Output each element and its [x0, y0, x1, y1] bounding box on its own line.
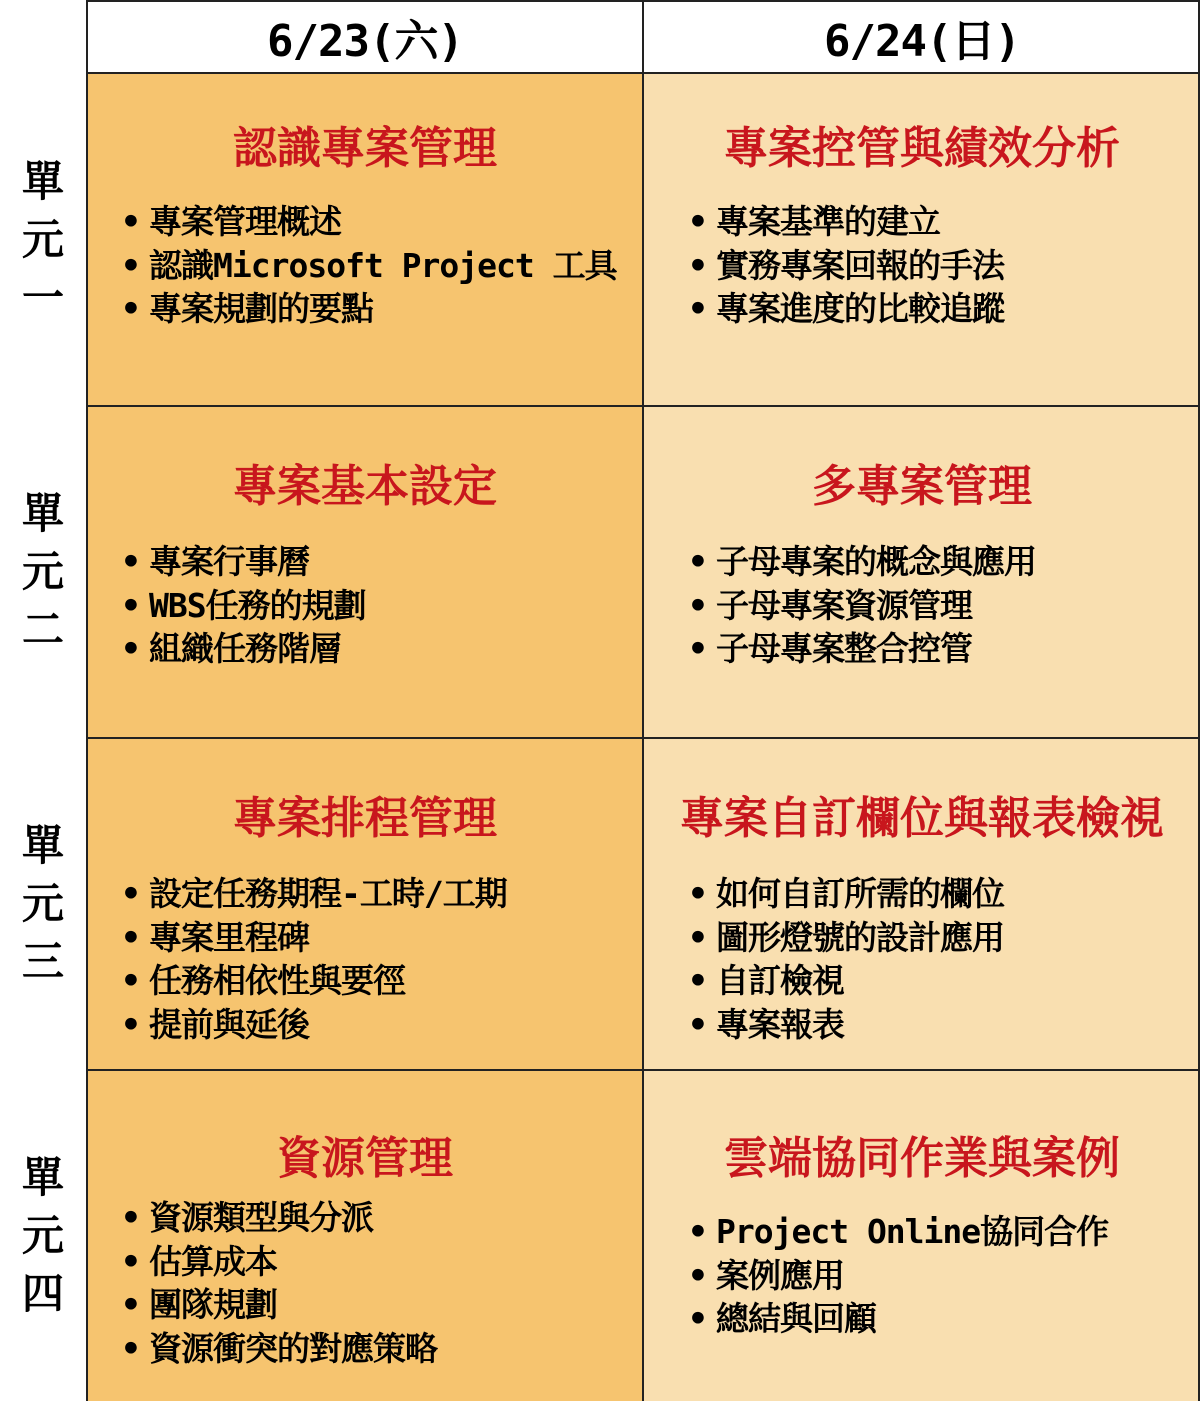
cell-title: 多專案管理 — [812, 461, 1032, 512]
header-sat: 6/23(六) — [267, 15, 463, 67]
list-item — [688, 1003, 1004, 1047]
list-item — [688, 1254, 1108, 1298]
bullet-dot: • — [121, 1285, 140, 1324]
list-item — [121, 200, 617, 244]
bullet-dot: • — [688, 1004, 707, 1044]
bullet-list — [121, 200, 617, 331]
list-item — [121, 244, 617, 288]
cell-title: 雲端協同作業與案例 — [724, 1133, 1120, 1184]
list-item-text: 專案進度的比較追蹤 — [716, 289, 1004, 328]
list-item — [121, 1327, 437, 1371]
list-item — [688, 627, 1036, 671]
list-item-text: 如何自訂所需的欄位 — [716, 874, 1004, 913]
bullet-dot: • — [121, 917, 140, 957]
list-item-text: 設定任務期程-工時/工期 — [149, 874, 507, 913]
unit-label-char: 元 — [21, 1210, 64, 1260]
grid-line — [86, 0, 88, 1401]
bullet-dot: • — [121, 1198, 140, 1237]
list-item — [121, 287, 617, 331]
bullet-dot: • — [688, 874, 707, 913]
list-item — [121, 1283, 437, 1327]
list-item-text: 估算成本 — [149, 1241, 277, 1281]
cell-title: 資源管理 — [277, 1133, 453, 1184]
unit-label — [0, 73, 86, 406]
list-item — [688, 540, 1036, 584]
unit-label-char: 單 — [21, 489, 64, 538]
bullet-dot: • — [688, 202, 707, 241]
bullet-dot: • — [121, 1328, 140, 1368]
bullet-dot: • — [688, 1255, 707, 1295]
bullet-dot: • — [121, 542, 140, 581]
bullet-list — [121, 872, 507, 1046]
list-item-text: 專案行事曆 — [149, 542, 309, 581]
unit-label-char: 三 — [21, 937, 64, 986]
bullet-dot: • — [688, 542, 707, 581]
bullet-dot: • — [121, 585, 140, 625]
bullet-dot: • — [121, 289, 140, 328]
list-item-text: 專案規劃的要點 — [149, 289, 373, 328]
bullet-dot: • — [688, 629, 707, 668]
list-item — [688, 1297, 1108, 1341]
bullet-dot: • — [121, 202, 140, 241]
bullet-list — [121, 1196, 437, 1370]
list-item-text: 子母專案的概念與應用 — [716, 542, 1036, 581]
bullet-dot: • — [121, 961, 140, 1000]
bullet-dot: • — [688, 961, 707, 1000]
bullet-list — [688, 200, 1004, 331]
bullet-dot: • — [688, 917, 707, 957]
unit-label-char: 單 — [21, 156, 64, 206]
list-item-text: 資源衝突的對應策略 — [149, 1328, 437, 1368]
list-item-text: 團隊規劃 — [149, 1285, 277, 1324]
bullet-dot: • — [121, 874, 140, 913]
bullet-dot: • — [688, 1212, 707, 1251]
bullet-list — [688, 872, 1004, 1046]
unit-label-char: 二 — [21, 605, 64, 654]
list-item — [688, 244, 1004, 288]
bullet-list — [688, 1210, 1108, 1341]
bullet-dot: • — [121, 1004, 140, 1044]
list-item-text: 專案管理概述 — [149, 202, 341, 241]
unit-label-char: 元 — [21, 547, 64, 596]
list-item — [688, 200, 1004, 244]
cell-sat — [87, 406, 643, 738]
list-item-text: 任務相依性與要徑 — [149, 961, 405, 1000]
bullet-dot: • — [688, 289, 707, 328]
list-item-text: 子母專案整合控管 — [716, 629, 972, 668]
cell-sun — [644, 738, 1200, 1070]
bullet-dot: • — [121, 245, 140, 285]
bullet-list — [121, 540, 366, 671]
list-item — [688, 959, 1004, 1003]
list-item — [688, 584, 1036, 628]
list-item-text: 專案里程碑 — [149, 917, 309, 957]
cell-sat — [87, 73, 643, 406]
list-item — [121, 916, 507, 960]
header-sun: 6/24(日) — [824, 15, 1020, 67]
bullet-dot: • — [121, 1241, 140, 1281]
bullet-dot: • — [688, 245, 707, 285]
cell-sat — [87, 1070, 643, 1401]
list-item — [121, 959, 507, 1003]
unit-label-char: 一 — [21, 272, 64, 322]
list-item-text: WBS任務的規劃 — [149, 585, 366, 625]
grid-line — [86, 737, 1200, 739]
list-item-text: 專案報表 — [716, 1004, 844, 1044]
unit-label-char: 元 — [21, 214, 64, 264]
list-item-text: Project Online協同合作 — [716, 1212, 1109, 1251]
cell-sun — [644, 1070, 1200, 1401]
cell-title: 專案排程管理 — [233, 793, 497, 844]
list-item — [121, 584, 366, 628]
list-item — [121, 1240, 437, 1284]
unit-label — [0, 406, 86, 738]
list-item-text: 提前與延後 — [149, 1004, 309, 1044]
list-item — [121, 627, 366, 671]
list-item — [121, 872, 507, 916]
unit-label — [0, 738, 86, 1070]
cell-title: 專案控管與績效分析 — [724, 123, 1120, 174]
unit-label — [0, 1070, 86, 1401]
list-item — [688, 1210, 1108, 1254]
list-item-text: 專案基準的建立 — [716, 202, 940, 241]
grid-line — [86, 405, 1200, 407]
bullet-dot: • — [121, 629, 140, 668]
list-item — [688, 872, 1004, 916]
list-item-text: 實務專案回報的手法 — [716, 245, 1004, 285]
list-item — [121, 1196, 437, 1240]
list-item-text: 資源類型與分派 — [149, 1198, 373, 1237]
cell-title: 認識專案管理 — [233, 123, 497, 174]
cell-sun — [644, 406, 1200, 738]
unit-label-char: 四 — [21, 1268, 64, 1318]
cell-sat — [87, 738, 643, 1070]
grid-line — [642, 0, 644, 1401]
list-item — [121, 1003, 507, 1047]
list-item-text: 總結與回顧 — [716, 1299, 876, 1338]
unit-label-char: 單 — [21, 1152, 64, 1202]
cell-title: 專案基本設定 — [233, 461, 497, 512]
bullet-dot: • — [688, 585, 707, 625]
bullet-dot: • — [688, 1299, 707, 1338]
list-item — [688, 916, 1004, 960]
list-item-text: 子母專案資源管理 — [716, 585, 972, 625]
list-item-text: 案例應用 — [716, 1255, 844, 1295]
list-item-text: 圖形燈號的設計應用 — [716, 917, 1004, 957]
unit-label-char: 單 — [21, 821, 64, 870]
cell-title: 專案自訂欄位與報表檢視 — [680, 793, 1164, 844]
unit-label-char: 元 — [21, 879, 64, 928]
list-item-text: 組織任務階層 — [149, 629, 341, 668]
list-item — [688, 287, 1004, 331]
list-item-text: 認識Microsoft Project 工具 — [149, 245, 617, 285]
grid-line — [86, 1069, 1200, 1071]
bullet-list — [688, 540, 1036, 671]
list-item-text: 自訂檢視 — [716, 961, 844, 1000]
cell-sun — [644, 73, 1200, 406]
list-item — [121, 540, 366, 584]
